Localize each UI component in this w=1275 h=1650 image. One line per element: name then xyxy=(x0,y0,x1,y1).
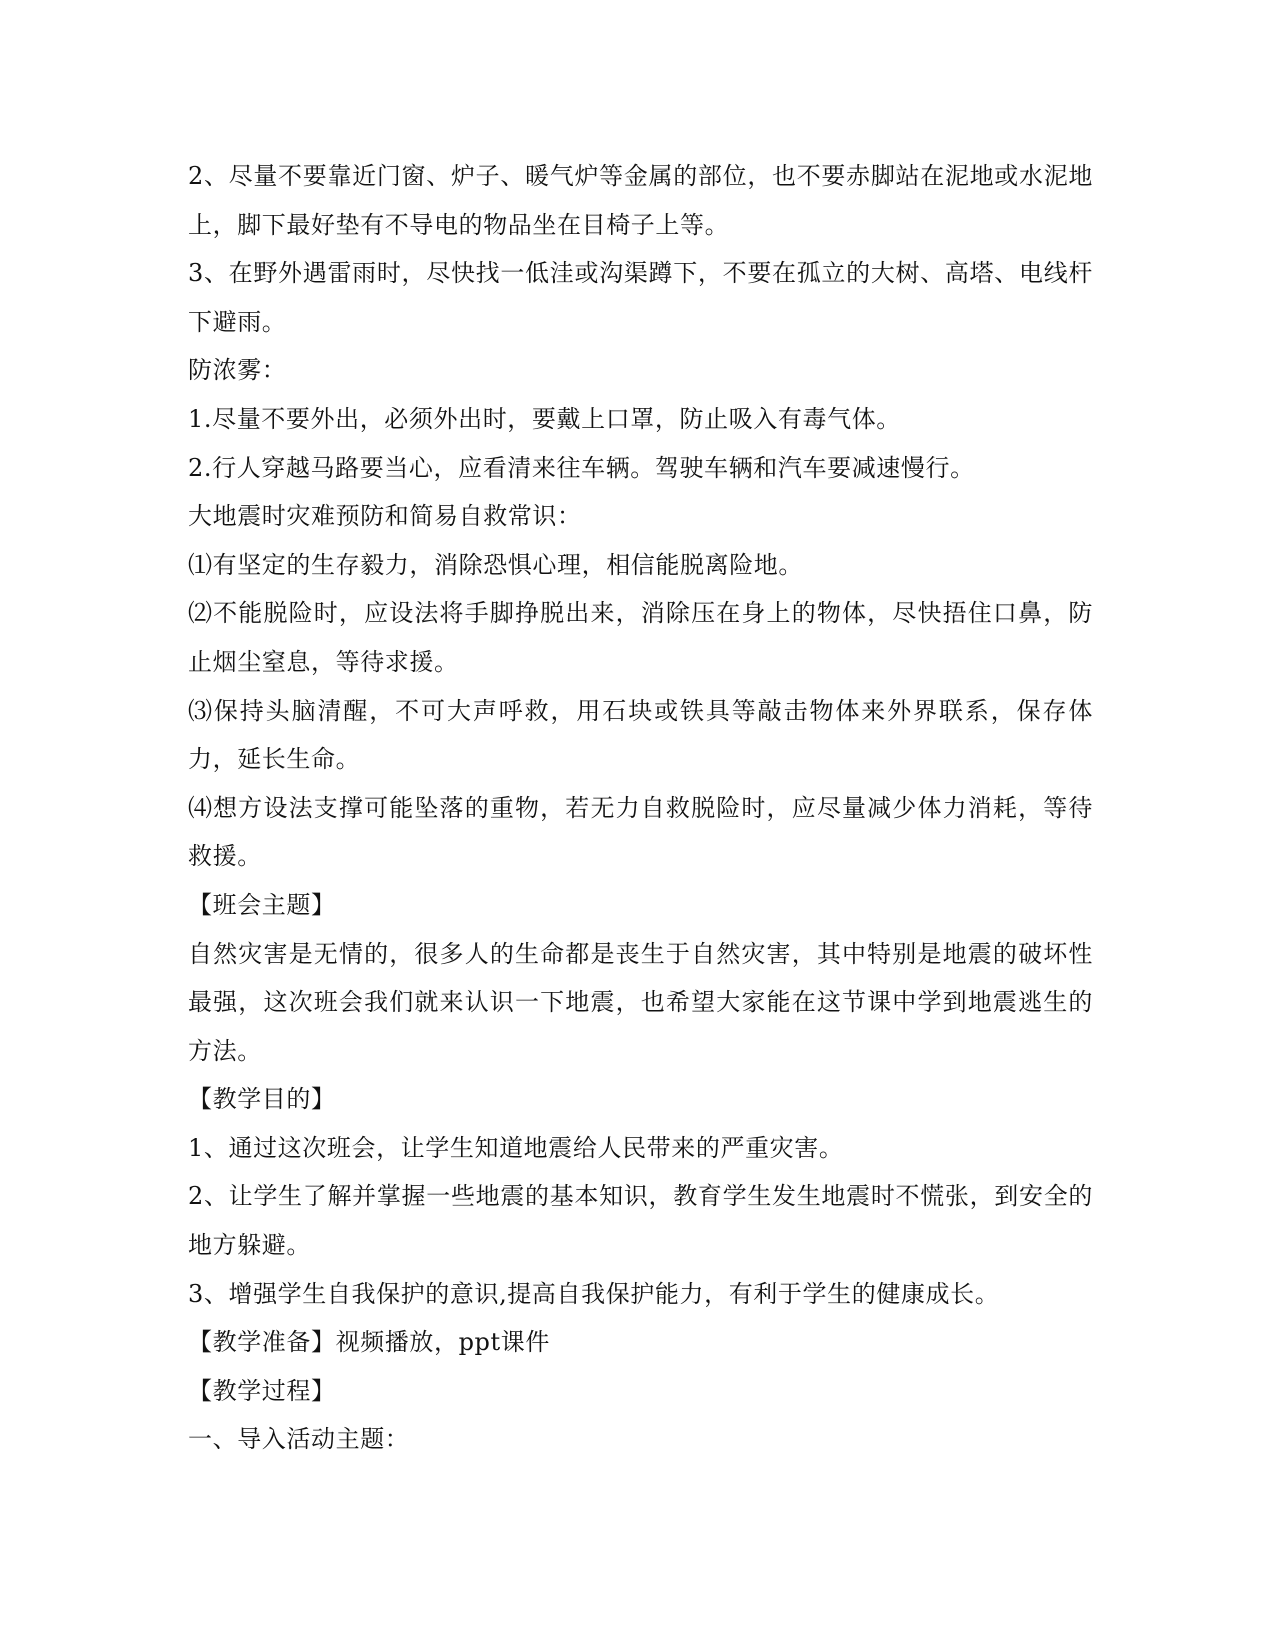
paragraph-fog-1: 1.尽量不要外出，必须外出时，要戴上口罩，防止吸入有毒气体。 xyxy=(188,404,901,433)
document-body xyxy=(188,152,1093,1464)
paragraph-fog-2: 2.行人穿越马路要当心，应看清来往车辆。驾驶车辆和汽车要减速慢行。 xyxy=(188,453,975,482)
paragraph-class-theme: 自然灾害是无情的，很多人的生命都是丧生于自然灾害，其中特别是地震的破坏性最强，这次班会我们就来认识一下地震，也希望大家能在这节课中学到地震逃生的方法。 xyxy=(188,939,1093,1065)
paragraph-intro-activity: 一、导入活动主题： xyxy=(188,1425,410,1454)
paragraph-purpose-3: 3、增强学生自我保护的意识,提高自我保护能力，有利于学生的健康成长。 xyxy=(188,1279,1000,1308)
paragraph-purpose-1: 1、通过这次班会，让学生知道地震给人民带来的严重灾害。 xyxy=(188,1133,844,1162)
paragraph-lightning-indoor: 2、尽量不要靠近门窗、炉子、暖气炉等金属的部位，也不要赤脚站在泥地或水泥地上，脚下最好垫有不导电的物品坐在目椅子上等。 xyxy=(188,162,1093,239)
paragraph-purpose-2: 2、让学生了解并掌握一些地震的基本知识，教育学生发生地震时不慌张，到安全的地方躲避。 xyxy=(188,1182,1093,1260)
paragraph-earthquake-4: ⑷想方设法支撑可能坠落的重物，若无力自救脱险时，应尽量减少体力消耗，等待救援。 xyxy=(188,793,1093,871)
heading-earthquake-selfrescue: 大地震时灾难预防和简易自救常识： xyxy=(188,502,582,531)
heading-class-theme: 【班会主题】 xyxy=(188,890,336,919)
heading-teaching-process: 【教学过程】 xyxy=(188,1376,336,1405)
heading-fog: 防浓雾： xyxy=(188,356,287,385)
paragraph-earthquake-3: ⑶保持头脑清醒，不可大声呼救，用石块或铁具等敲击物体来外界联系，保存体力，延长生命。 xyxy=(188,696,1093,774)
paragraph-earthquake-2: ⑵不能脱险时，应设法将手脚挣脱出来，消除压在身上的物体，尽快捂住口鼻，防止烟尘窒息，等待求援。 xyxy=(188,599,1093,676)
paragraph-lightning-outdoor: 3、在野外遇雷雨时，尽快找一低洼或沟渠蹲下，不要在孤立的大树、高塔、电线杆下避雨。 xyxy=(188,259,1093,336)
heading-teaching-purpose: 【教学目的】 xyxy=(188,1085,336,1114)
paragraph-teaching-prep: 【教学准备】视频播放，ppt课件 xyxy=(188,1328,550,1357)
paragraph-earthquake-1: ⑴有坚定的生存毅力，消除恐惧心理，相信能脱离险地。 xyxy=(188,550,803,579)
